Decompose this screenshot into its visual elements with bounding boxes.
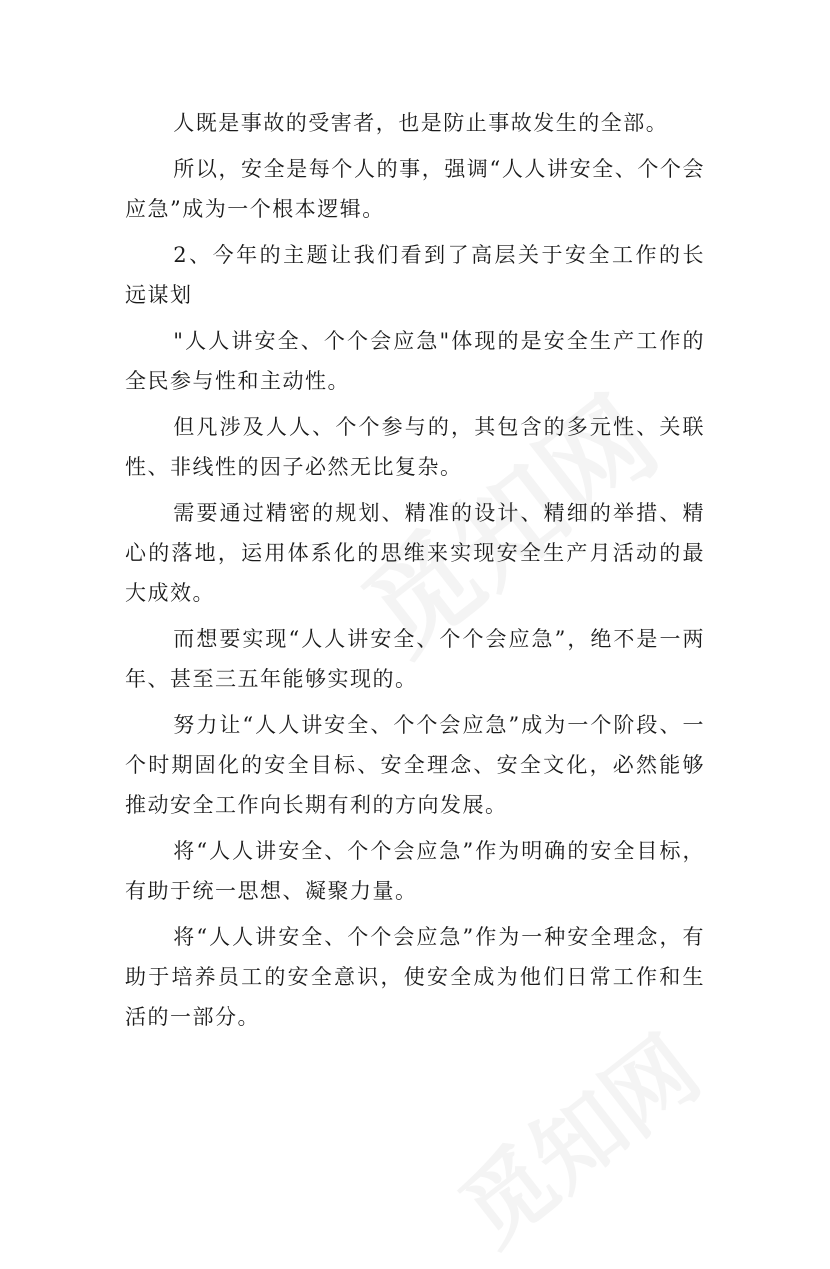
paragraph-5: 但凡涉及人人、个个参与的，其包含的多元性、关联性、非线性的因子必然无比复杂。 [125,415,705,479]
paragraph-8: 努力让“人人讲安全、个个会应急”成为一个阶段、一个时期固化的安全目标、安全理念、安全文化，必然能够推动安全工作向长期有利的方向发展。 [125,713,705,817]
paragraph-1: 人既是事故的受害者，也是防止事故发生的全部。 [173,111,669,135]
paragraph-4: "人人讲安全、个个会应急"体现的是安全生产工作的全民参与性和主动性。 [125,329,705,393]
paragraph-9: 将“人人讲安全、个个会应急”作为明确的安全目标，有助于统一思想、凝聚力量。 [125,839,705,903]
paragraph-10: 将“人人讲安全、个个会应急”作为一种安全理念，有助于培养员工的安全意识，使安全成为他们日常工作和生活的一部分。 [125,925,705,1029]
paragraph-2: 所以，安全是每个人的事，强调“人人讲安全、个个会应急”成为一个根本逻辑。 [125,157,705,221]
paragraph-3-heading: 2、今年的主题让我们看到了高层关于安全工作的长远谋划 [125,243,705,307]
paragraph-7: 而想要实现“人人讲安全、个个会应急”，绝不是一两年、甚至三五年能够实现的。 [125,627,705,691]
document-body [125,103,705,1043]
paragraph-6: 需要通过精密的规划、精准的设计、精细的举措、精心的落地，运用体系化的思维来实现安全生产月活动的最大成效。 [125,501,705,605]
